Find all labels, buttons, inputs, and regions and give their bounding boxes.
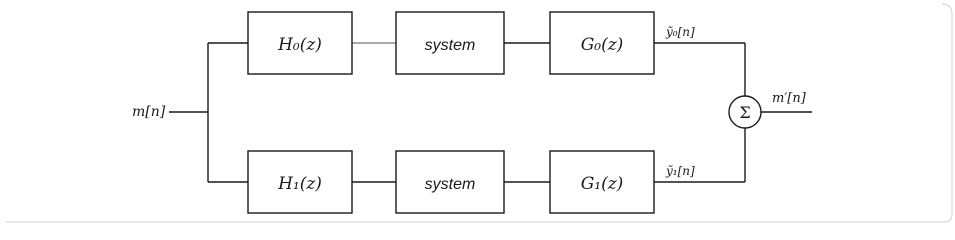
sum-symbol: Σ bbox=[739, 103, 751, 122]
lower-system-label: system bbox=[424, 176, 476, 193]
upper-system-label: system bbox=[424, 37, 476, 54]
upper-synthesis-filter-label: G₀(z) bbox=[580, 35, 624, 55]
input-label: m[n] bbox=[132, 104, 166, 120]
upper-analysis-filter-label: H₀(z) bbox=[278, 35, 322, 55]
lower-synthesis-filter-label: G₁(z) bbox=[580, 174, 624, 194]
output-label: m′[n] bbox=[772, 91, 806, 106]
upper-output-label: ỹ₀[n] bbox=[666, 25, 695, 39]
lower-analysis-filter-label: H₁(z) bbox=[278, 174, 322, 194]
lower-output-label: ỹ₁[n] bbox=[666, 164, 695, 178]
